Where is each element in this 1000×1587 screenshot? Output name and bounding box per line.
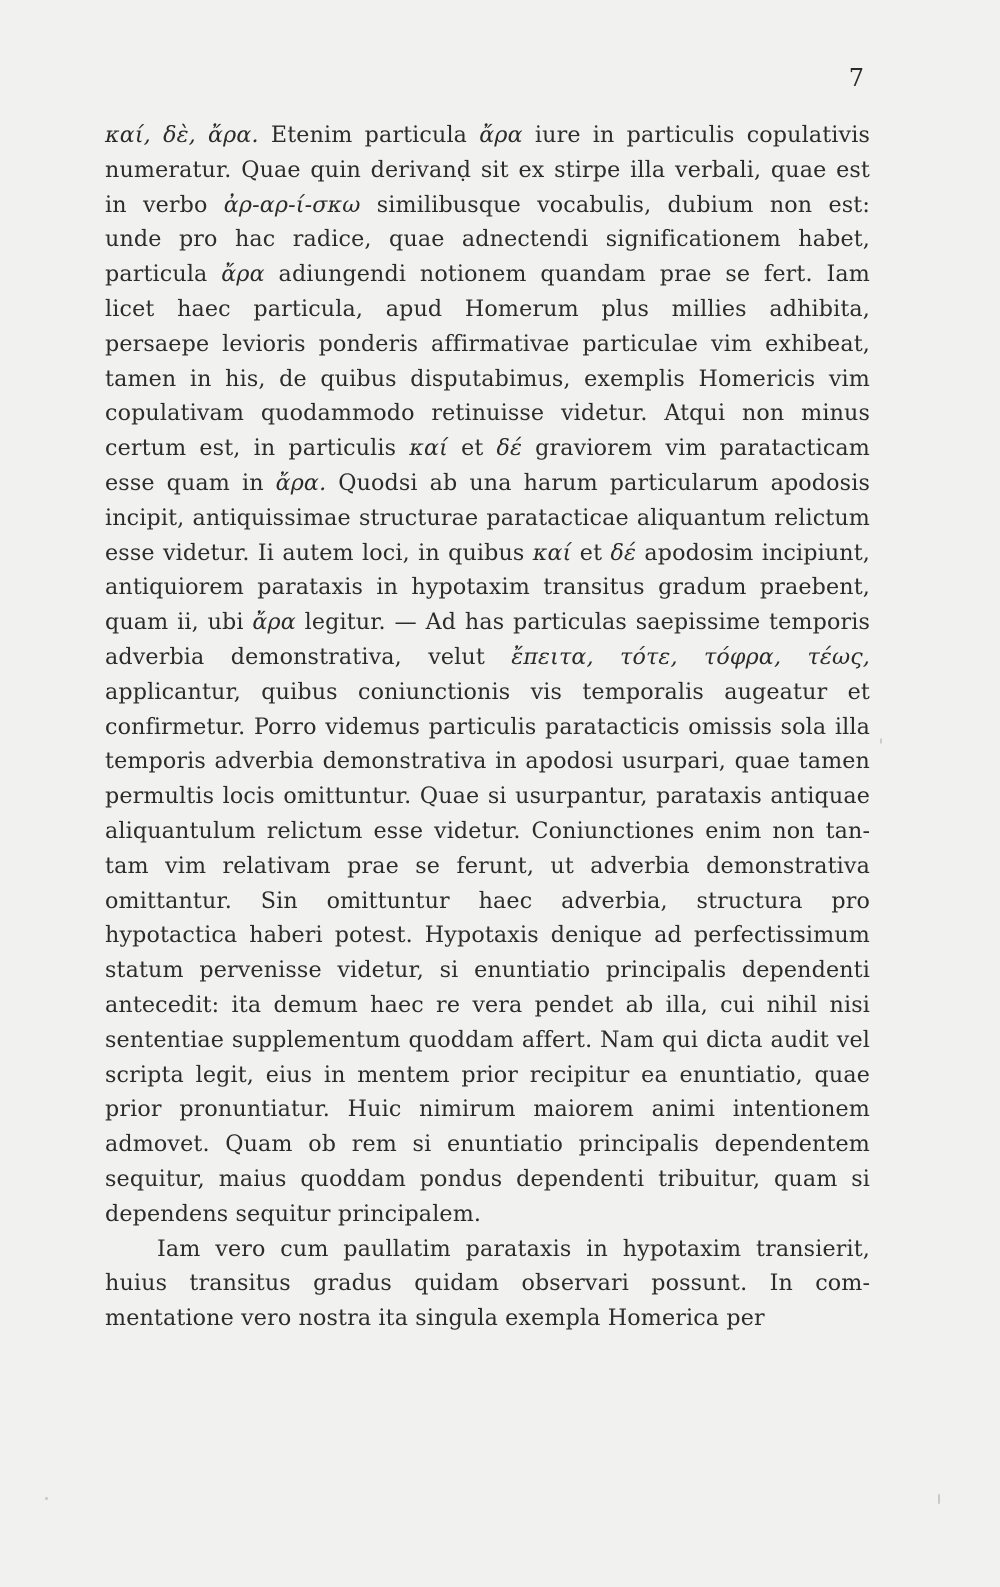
- greek-word: δέ: [610, 539, 637, 566]
- greek-word: ἔπειτα, τότε, τόφρα, τέως,: [511, 643, 870, 670]
- paper-speck: [880, 738, 882, 744]
- greek-word: καί: [532, 539, 572, 566]
- text-run: et: [571, 539, 611, 566]
- greek-word: καί: [409, 435, 448, 462]
- greek-word: δέ: [496, 435, 523, 462]
- greek-word: ἀρ-αρ-ί-σκω: [223, 191, 361, 218]
- greek-word: καί, δὲ, ἄρα.: [105, 122, 259, 148]
- paragraph-2: [105, 1232, 870, 1336]
- greek-word: ἄρα: [479, 122, 523, 148]
- paragraph-1: [105, 118, 870, 1232]
- paper-speck: [938, 1494, 940, 1504]
- text-run: similibusque vocabulis, dubium non est: unde pro hac radice, quae adnectendi significationem habet, particula: [105, 191, 870, 288]
- text-run: adiungendi notionem quandam prae se fert. Iam licet haec particula, apud Homerum plus millies adhibita, persaepe levioris ponderis affirmativae particulae vim exhibeat, tamen in his, de quibus disputabimus, exemplis Homericis vim copulativam quodammodo retinuisse videtur. Atqui non minus certum est, in particulis: [105, 261, 870, 462]
- text-run: Etenim particula: [258, 122, 480, 148]
- greek-word: ἄρα.: [275, 469, 327, 496]
- page-number: 7: [848, 64, 864, 92]
- greek-word: ἄρα: [221, 261, 265, 288]
- text-run: iure in particulis copulativis numeratur. Quae quin derivanḍ sit ex stirpe illa verbali, quae est in verbo: [105, 122, 870, 218]
- greek-word: ἄρα: [252, 609, 296, 636]
- text-run: et: [447, 435, 497, 462]
- body-text: [105, 118, 870, 1336]
- text-run: apodosim incipiunt, antiquiorem parataxis in hypotaxim transitus gradum praebent, quam ii, ubi: [105, 539, 870, 636]
- text-run: Iam vero cum paullatim parataxis in hypotaxim transierit, huius transitus gradus quidam observari possunt. In commentatione vero nostra ita singula exempla Homerica per: [105, 1235, 870, 1332]
- paper-speck: [45, 1497, 48, 1500]
- text-run: graviorem vim paratacticam esse quam in: [105, 435, 870, 496]
- text-run: legitur. — Ad has particulas saepissime temporis adverbia demonstrativa, velut: [105, 609, 870, 670]
- text-run: Quodsi ab una harum particularum apodosis incipit, antiquissimae structurae paratacticae aliquantum relictum esse videtur. Ii autem loci, in quibus: [105, 469, 870, 566]
- text-run: applicantur, quibus coniunctionis vis temporalis augeatur et confirmetur. Porro videmus particulis paratacticis omissis sola illa temporis adverbia demonstrativa in apodosi usurpari, quae tamen permultis locis omittuntur. Quae si usurpantur, parataxis antiquae aliquantulum relictum esse videtur. Coniunctiones enim non tantam vim relativam prae se ferunt, ut adverbia demonstrativa omittantur. Sin omittuntur haec adverbia, structura pro hypotactica haberi potest. Hypotaxis denique ad perfectissimum statum pervenisse videtur, si enuntiatio principalis dependenti antecedit: ita demum haec re vera pendet ab illa, cui nihil nisi sententiae supplementum quoddam affert. Nam qui dicta audit vel scripta legit, eius in mentem prior recipitur ea enuntiatio, quae prior pronuntiatur. Huic nimirum maiorem animi intentionem admovet. Quam ob rem si enuntiatio principalis dependentem sequitur, maius quoddam pondus dependenti tribuitur, quam si dependens sequitur principalem.: [105, 678, 870, 1227]
